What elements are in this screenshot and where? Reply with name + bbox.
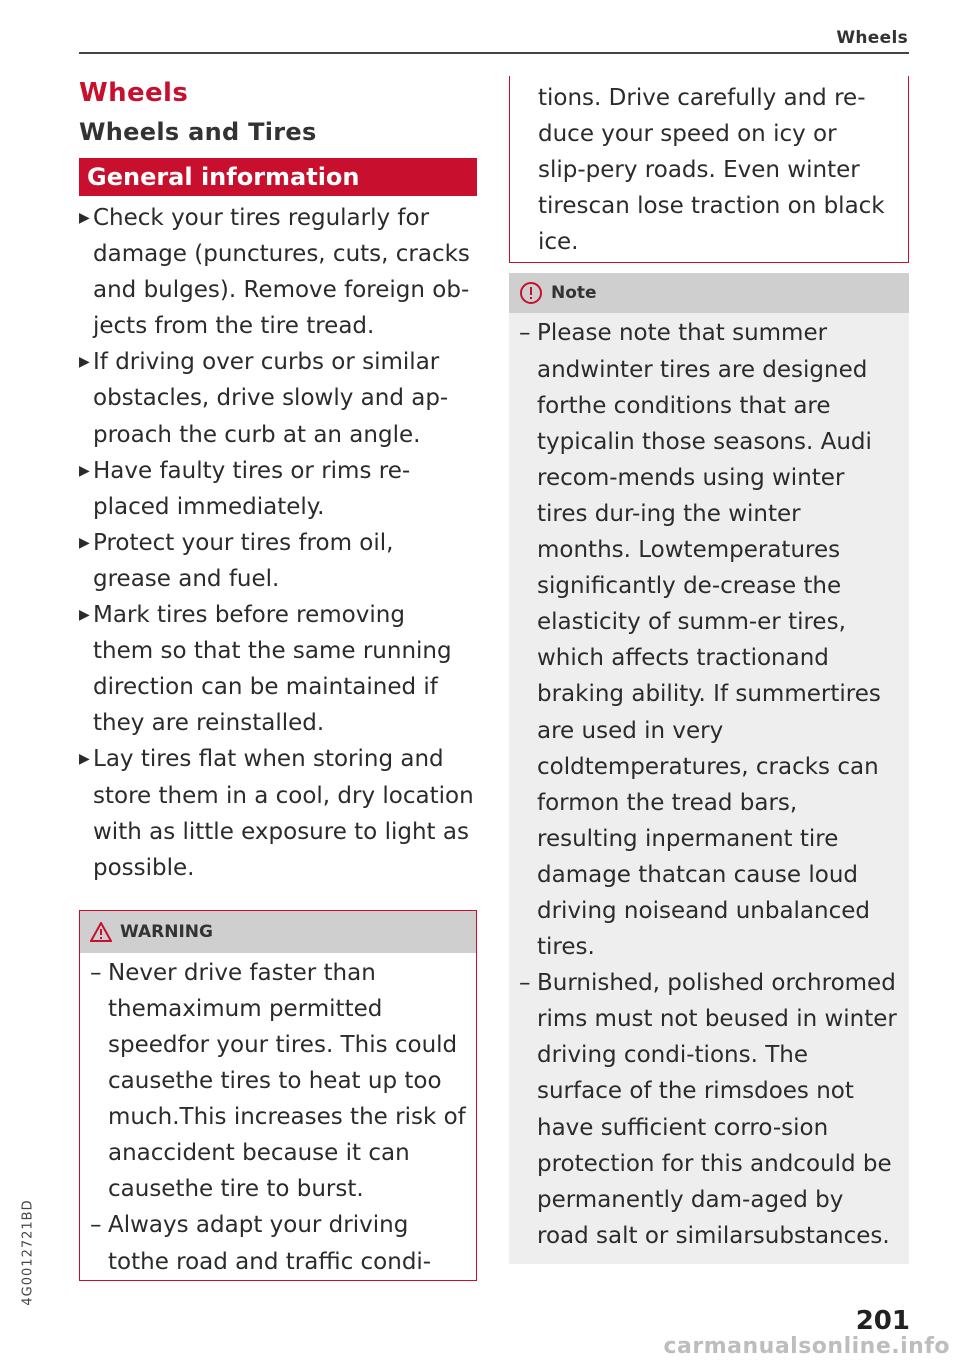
text-line: could be permanently dam- — [537, 1150, 892, 1213]
text-line: permanent tire damage that — [537, 825, 839, 888]
bullet-arrow-icon: ▶ — [79, 462, 90, 479]
bullet-item — [79, 453, 477, 525]
warning-continued-box — [509, 76, 909, 263]
text-line: Check your tires regularly for — [93, 205, 430, 231]
text-line: obstacles, drive slowly and ap- — [93, 385, 449, 412]
bullet-list — [79, 200, 477, 886]
bullet-item — [79, 525, 477, 597]
dash-marker: – — [90, 1212, 102, 1239]
text-line: direction can be maintained if — [93, 674, 438, 701]
text-line: the road and traffic condi- — [131, 1248, 432, 1275]
text-line: proach the curb at an angle. — [93, 421, 421, 448]
topic-heading: General information — [79, 158, 477, 196]
text-line: substances. — [752, 1222, 890, 1249]
text-line: temperatures, cracks can form — [537, 753, 879, 816]
text-line: the tires to heat up too much. — [108, 1068, 442, 1131]
text-line: they are reinstalled. — [93, 710, 325, 737]
text-line: for your tires. This could cause — [108, 1031, 458, 1095]
text-line: Burnished, polished or — [537, 970, 795, 997]
text-line: can cause loud driving noise — [537, 861, 858, 924]
text-line: Protect your tires from oil, — [93, 529, 394, 556]
text-line: sion protection for this and — [537, 1114, 829, 1177]
text-line: duce your speed on icy or slip- — [538, 121, 837, 184]
text-line: Mark tires before removing — [93, 602, 405, 629]
text-line: temperatures significantly de- — [537, 537, 841, 600]
text-line: and braking ability. If summer — [537, 645, 831, 708]
page-number: 201 — [855, 1306, 910, 1336]
text-line: tions. The surface of the rims — [537, 1042, 808, 1105]
text-line: can lose traction on black ice. — [538, 193, 885, 256]
note-item — [519, 315, 899, 965]
text-line: does not have sufficient corro- — [537, 1078, 854, 1141]
text-line: Lay tires flat when storing and — [93, 746, 444, 773]
text-line: jects from the tire tread. — [93, 313, 375, 340]
text-line: possible. — [93, 854, 195, 881]
dash-marker: – — [519, 320, 531, 347]
text-line: This increases the risk of an — [108, 1104, 466, 1167]
info-circle-icon — [519, 281, 543, 305]
bullet-arrow-icon: ▶ — [79, 607, 90, 624]
warning-box — [79, 910, 477, 1281]
dash-marker: – — [519, 970, 531, 997]
note-box — [509, 273, 909, 1263]
note-item — [519, 965, 899, 1254]
text-line: maximum permitted speed — [108, 995, 383, 1058]
right-column — [509, 76, 909, 1264]
left-column — [79, 70, 477, 1281]
bullet-item — [79, 344, 477, 452]
text-line: grease and fuel. — [93, 565, 280, 592]
running-head: Wheels — [836, 28, 908, 48]
warning-continued-text — [538, 80, 890, 260]
bullet-arrow-icon: ▶ — [79, 751, 90, 768]
text-line: them so that the same running — [93, 638, 452, 665]
text-line: placed immediately. — [93, 493, 325, 520]
text-line: used in winter driving condi- — [537, 1006, 897, 1069]
text-line: Always adapt your driving to — [108, 1212, 409, 1275]
header-rule — [79, 52, 909, 54]
text-line: store them in a cool, dry location — [93, 782, 474, 809]
bullet-arrow-icon: ▶ — [79, 210, 90, 226]
text-line: accident because it can cause — [108, 1140, 410, 1203]
warning-triangle-icon — [90, 922, 112, 942]
text-line: damage (punctures, cuts, cracks — [93, 241, 470, 268]
text-line: tires are used in very cold — [537, 681, 881, 780]
warning-body — [80, 953, 476, 1280]
bullet-item — [79, 200, 477, 344]
text-line: er tires, which affects traction — [537, 609, 846, 672]
text-line: Please note that summer and — [537, 320, 828, 383]
dash-marker: – — [90, 959, 102, 986]
note-body — [509, 313, 909, 1259]
text-line: on the tread bars, resulting in — [537, 789, 798, 852]
side-document-code: 4G0012721BD — [20, 1199, 36, 1306]
warning-list — [90, 955, 466, 1280]
bullet-item — [79, 597, 477, 741]
warning-title: WARNING — [120, 921, 213, 942]
text-line: the tire to burst. — [175, 1176, 364, 1203]
bullet-arrow-icon: ▶ — [79, 354, 90, 371]
text-line: chromed rims must not be — [537, 970, 896, 1033]
warning-item — [90, 955, 466, 1208]
text-line: If driving over curbs or similar — [93, 349, 440, 376]
section-title: Wheels and Tires — [79, 118, 317, 146]
text-line: crease the elasticity of summ- — [537, 573, 842, 636]
bullet-arrow-icon: ▶ — [79, 534, 90, 551]
bullet-item — [79, 741, 477, 885]
warning-item — [90, 1207, 466, 1279]
text-line: winter tires are designed for — [537, 356, 868, 419]
text-line: the conditions that are typical — [537, 392, 831, 455]
text-line: and unbalanced tires. — [537, 897, 870, 961]
chapter-title: Wheels — [79, 78, 189, 108]
warning-header — [80, 911, 476, 953]
text-line: ing the winter months. Low — [537, 500, 801, 564]
note-list — [519, 315, 899, 1253]
text-line: in those seasons. Audi recom- — [537, 428, 872, 491]
text-line: Never drive faster than the — [108, 959, 376, 1022]
note-header — [509, 273, 909, 313]
text-line: with as little exposure to light as — [93, 818, 469, 845]
text-line: and bulges). Remove foreign ob- — [93, 277, 470, 304]
text-line: Have faulty tires or rims re- — [93, 457, 411, 484]
watermark: carmanualsonline.info — [663, 1334, 950, 1359]
text-line: pery roads. Even winter tires — [538, 157, 860, 220]
text-line: aged by road salt or similar — [537, 1186, 844, 1249]
text-line: mends using winter tires dur- — [537, 464, 845, 527]
note-title: Note — [551, 283, 597, 304]
text-line: tions. Drive carefully and re- — [538, 85, 866, 111]
